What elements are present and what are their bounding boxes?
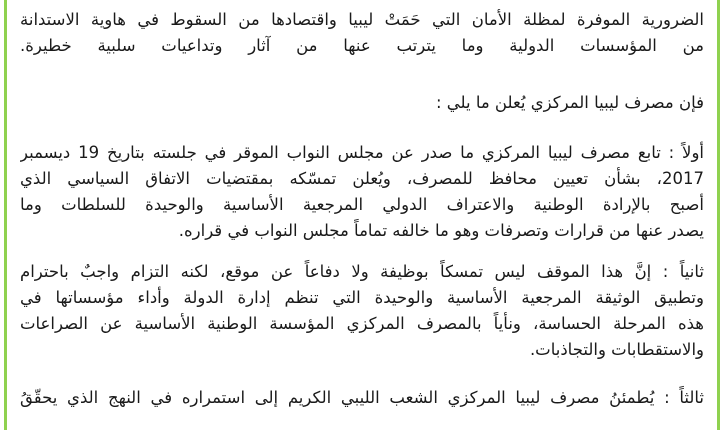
first-item-line-1: أولاً : تابع مصرف ليبيا المركزي ما صدر عن مجلس النواب الموقر في جلسته بتاريخ 19 ديسمبر bbox=[20, 143, 704, 162]
right-border-line bbox=[717, 0, 720, 430]
second-item-line-1: ثانياً : إنَّ هذا الموقف ليس تمسكاً بوظيفة ولا دفاعاً عن موقع، لكنه التزام واجبٌ باحترام bbox=[20, 262, 704, 281]
second-item-line-3: هذه المرحلة الحساسة، ونأياً بالمصرف المركزي المؤسسة الوطنية الأساسية عن الصراعات bbox=[20, 314, 704, 333]
second-item-line-4: والاستقطابات والتجاذبات. bbox=[529, 340, 704, 359]
third-item-line-1: ثالثاً : يُطمئنُ مصرف ليبيا المركزي الشعب الليبي الكريم إلى استمراره في النهج الذي يحقّقُ bbox=[20, 388, 704, 407]
intro-line-1: الضرورية الموفرة لمظلة الأمان التي حَمَتْ ليبيا واقتصادها من السقوط في هاوية الاستدانة bbox=[20, 10, 704, 29]
first-item-line-2: 2017، بشأن تعيين محافظ للمصرف، ويُعلن تمسّكه بمقتضيات الاتفاق السياسي الذي bbox=[20, 169, 704, 188]
intro-line-2: من المؤسسات الدولية وما يترتب عنها من آثار وتداعيات سلبية خطيرة. bbox=[20, 36, 704, 55]
first-item-line-4: يصدر عنها من قرارات وتصرفات وهو ما خالفه تماماً مجلس النواب في قراره. bbox=[178, 221, 704, 240]
left-border-line bbox=[4, 0, 7, 430]
second-item-line-2: وتطبيق الوثيقة المرجعية الأساسية والوحيدة التي تنظم إدارة الدولة وأداء مؤسساتها في bbox=[20, 288, 704, 307]
first-item-line-3: أصبح بالإرادة الوطنية والاعتراف الدولي المرجعية الأساسية والوحيدة للسلطات وما bbox=[20, 195, 704, 214]
document-body bbox=[20, 0, 704, 430]
announcement-line: فإن مصرف ليبيا المركزي يُعلن ما يلي : bbox=[435, 93, 704, 112]
